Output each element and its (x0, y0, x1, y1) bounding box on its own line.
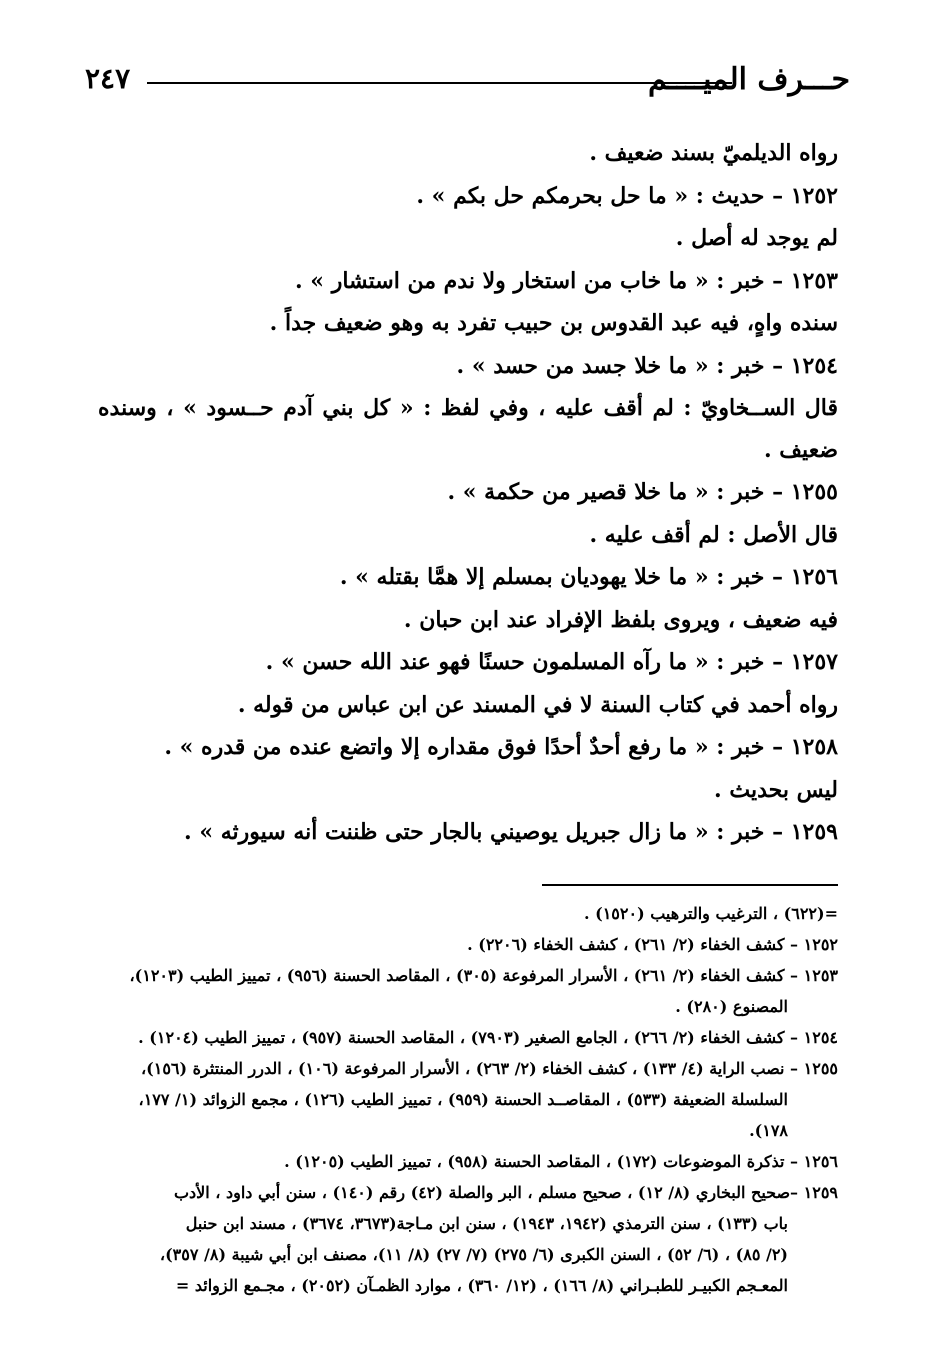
hadith-entry: ١٢٥٢ – حديث : « ما حل بحرمكم حل بكم » . (416, 182, 838, 209)
text-line: قال الأصل : لم أقف عليه . (589, 521, 838, 548)
footnote-line: ١٧٨). (749, 1121, 788, 1140)
hadith-entry: ١٢٥٧ – خبر : « ما رآه المسلمون حسنًا فهو عند الله حسن » . (265, 649, 838, 675)
text-line: رواه أحمد في كتاب السنة لا في المسند عن ابن عباس من قوله . (237, 691, 838, 718)
text-line: فيه ضعيف ، ويروى بلفظ الإفراد عند ابن حبان . (403, 606, 838, 633)
hadith-entry: ١٢٥٦ – خبر : « ما خلا يهوديان بمسلم إلا همَّا بقتله » . (339, 564, 838, 590)
footnote-line: =(٦٢٢) ، الترغيب والترهيب (١٥٢٠) . (583, 904, 838, 923)
text-line: ليس بحديث . (714, 776, 838, 803)
text-line: سنده واهٍ، فيه عبد القدوس بن حبيب تفرد به وهو ضعيف جداً . (269, 310, 838, 336)
footnote-line: ١٢٥٥ – نصب الراية (٤/ ١٣٣) ، كشف الخفاء (٢/ ٢٦٣) ، الأسرار المرفوعة (١٠٦) ، الدرر المنتثرة (١٥٦)، (141, 1059, 838, 1078)
footnotes (106, 898, 838, 1301)
header-rule (147, 82, 732, 84)
text-line: لم يوجد له أصل . (675, 225, 838, 251)
hadith-entry: ١٢٥٣ – خبر : « ما خاب من استخار ولا ندم من استشار » . (294, 267, 838, 294)
hadith-entry: ١٢٥٨ – خبر : « ما رفع أحدٌ أحدًا فوق مقداره إلا واتضع عنده من قدره » . (164, 734, 838, 760)
footnote-line: ١٢٥٩ –صحيح البخاري (٨/ ١٢) ، صحيح مسلم ، البر والصلة (٤٢) رقم (١٤٠) ، سنن أبي داود ، الأدب (173, 1183, 838, 1202)
footnote-line: ١٢٥٦ – تذكرة الموضوعات (١٧٢) ، المقاصد الحسنة (٩٥٨) ، تمييز الطيب (١٢٠٥) . (284, 1152, 838, 1171)
footnote-line: المعـجم الكبيـر للطبـراني (٨/ ١٦٦) ، (١٢/ ٣٦٠) ، موارد الظمـآن (٢٠٥٢) ، مجـمع الزوائد = (175, 1276, 788, 1295)
hadith-entry: ١٢٥٩ – خبر : « ما زال جبريل يوصيني بالجار حتى ظننت أنه سيورثه » . (184, 819, 838, 845)
footnote-line: باب (١٣٣) ، سنن الترمذي (١٩٤٢، ١٩٤٣) ، سنن ابن مـاجة(٣٦٧٣، ٣٦٧٤) ، مسند ابن حنبل (185, 1214, 788, 1233)
page-header (85, 62, 850, 102)
chapter-title: حـــرف الميــــم (647, 62, 850, 97)
footnote-line: ١٢٥٤ – كشف الخفاء (٢/ ٢٦٦) ، الجامع الصغير (٧٩٠٣) ، المقاصد الحسنة (٩٥٧) ، تمييز الطيب (١٢٠٤) . (138, 1028, 838, 1047)
text-line: قال الســخاويّ : لم أقف عليه ، وفي لفظ : « كل بني آدم حــسود » ، وسنده ضعيف . (98, 395, 838, 463)
main-text (98, 132, 838, 854)
hadith-entry: ١٢٥٤ – خبر : « ما خلا جسد من حسد » . (456, 352, 838, 379)
footnote-line: المصنوع (٢٨٠) . (675, 997, 788, 1016)
page-number: ٢٤٧ (85, 62, 131, 95)
footnote-line: السلسلة الضعيفة (٥٣٣) ، المقاصــد الحسنة (٩٥٩) ، تمييز الطيب (١٢٦) ، مجمع الزوائد (١/ ١٧٧، (138, 1090, 788, 1109)
hadith-entry: ١٢٥٥ – خبر : « ما خلا قصير من حكمة » . (447, 479, 838, 505)
footnote-line: ١٢٥٢ – كشف الخفاء (٢/ ٢٦١) ، كشف الخفاء (٢٢٠٦) . (467, 935, 838, 954)
footnote-line: (٢/ ٨٥) ، (٦/ ٥٢) ، السنن الكبرى (٦/ ٢٧٥) (٧/ ٢٧) (٨/ ١١)، مصنف ابن أبي شيبة (٨/ ٣٥٧)، (159, 1245, 788, 1264)
footnote-line: ١٢٥٣ – كشف الخفاء (٢/ ٢٦١) ، الأسرار المرفوعة (٣٠٥) ، المقاصد الحسنة (٩٥٦) ، تمييز الطيب (١٢٠٣)، (129, 966, 838, 985)
footnote-separator (542, 884, 838, 886)
text-line: رواه الديلميّ بسند ضعيف . (589, 140, 838, 166)
